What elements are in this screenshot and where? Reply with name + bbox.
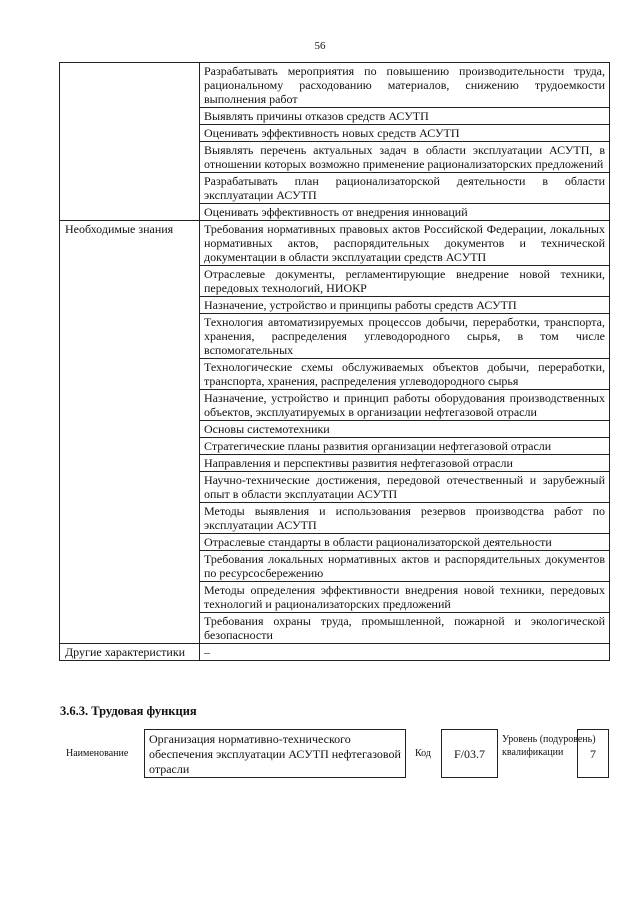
code-label: Код (415, 748, 431, 759)
table-cell: Направления и перспективы развития нефтегазовой отрасли (200, 455, 610, 472)
table-cell: Требования нормативных правовых актов Российской Федерации, локальных нормативных актов, распорядительных документов и технической документации в области эксплуатации средств АСУТП (200, 221, 610, 266)
table-cell: Оценивать эффективность от внедрения инноваций (200, 204, 610, 221)
table-cell: Назначение, устройство и принципы работы средств АСУТП (200, 297, 610, 314)
table-cell: Выявлять причины отказов средств АСУТП (200, 108, 610, 125)
table-cell: Методы выявления и использования резервов производства работ по эксплуатации АСУТП (200, 503, 610, 534)
qualification-level-label: Уровень (подуровень) квалификации (502, 734, 596, 758)
page-number: 56 (314, 40, 326, 52)
table-cell: Назначение, устройство и принцип работы оборудования производственных объектов, эксплуатируемых в организации нефтегазовой отрасли (200, 390, 610, 421)
table-cell: Выявлять перечень актуальных задач в области эксплуатации АСУТП, в отношении которых возможно применение рационализаторских предложений (200, 142, 610, 173)
table-cell: Методы определения эффективности внедрения новой техники, передовых технологий и рационализаторских предложений (200, 582, 610, 613)
function-code-box: F/03.7 (441, 729, 498, 778)
table-cell: Отраслевые документы, регламентирующие внедрение новой техники, передовых технологий, НИОКР (200, 266, 610, 297)
table-cell: Технологические схемы обслуживаемых объектов добычи, переработки, транспорта, хранения, распределения углеводородного сырья (200, 359, 610, 390)
function-name-box: Организация нормативно-технического обеспечения эксплуатации АСУТП нефтегазовой отрасли (144, 729, 406, 778)
row-label: Другие характеристики (60, 644, 200, 661)
section-title: 3.6.3. Трудовая функция (60, 704, 197, 718)
table-row (60, 221, 610, 266)
table-cell: Оценивать эффективность новых средств АСУТП (200, 125, 610, 142)
table-cell: Отраслевые стандарты в области рационализаторской деятельности (200, 534, 610, 551)
name-label: Наименование (66, 748, 129, 759)
qualification-level-box: 7 (577, 729, 609, 778)
table-cell: Требования локальных нормативных актов и распорядительных документов по ресурсосбережению (200, 551, 610, 582)
table-row (60, 644, 610, 661)
row-label (60, 63, 200, 221)
table-cell: Разрабатывать мероприятия по повышению производительности труда, рациональному расходованию материалов, снижению трудоемкости выполнения работ (200, 63, 610, 108)
skills-knowledge-table (59, 62, 610, 661)
table-cell: Требования охраны труда, промышленной, пожарной и экологической безопасности (200, 613, 610, 644)
table-cell: Научно-технические достижения, передовой отечественный и зарубежный опыт в области эксплуатации АСУТП (200, 472, 610, 503)
table-cell: Стратегические планы развития организации нефтегазовой отрасли (200, 438, 610, 455)
table-row (60, 63, 610, 108)
table-cell: Разрабатывать план рационализаторской деятельности в области эксплуатации АСУТП (200, 173, 610, 204)
row-label: Необходимые знания (60, 221, 200, 644)
table-cell: Технология автоматизируемых процессов добычи, переработки, транспорта, хранения, распределения углеводородного сырья, в том числе вспомогательных (200, 314, 610, 359)
table-cell: – (200, 644, 610, 661)
table-cell: Основы системотехники (200, 421, 610, 438)
